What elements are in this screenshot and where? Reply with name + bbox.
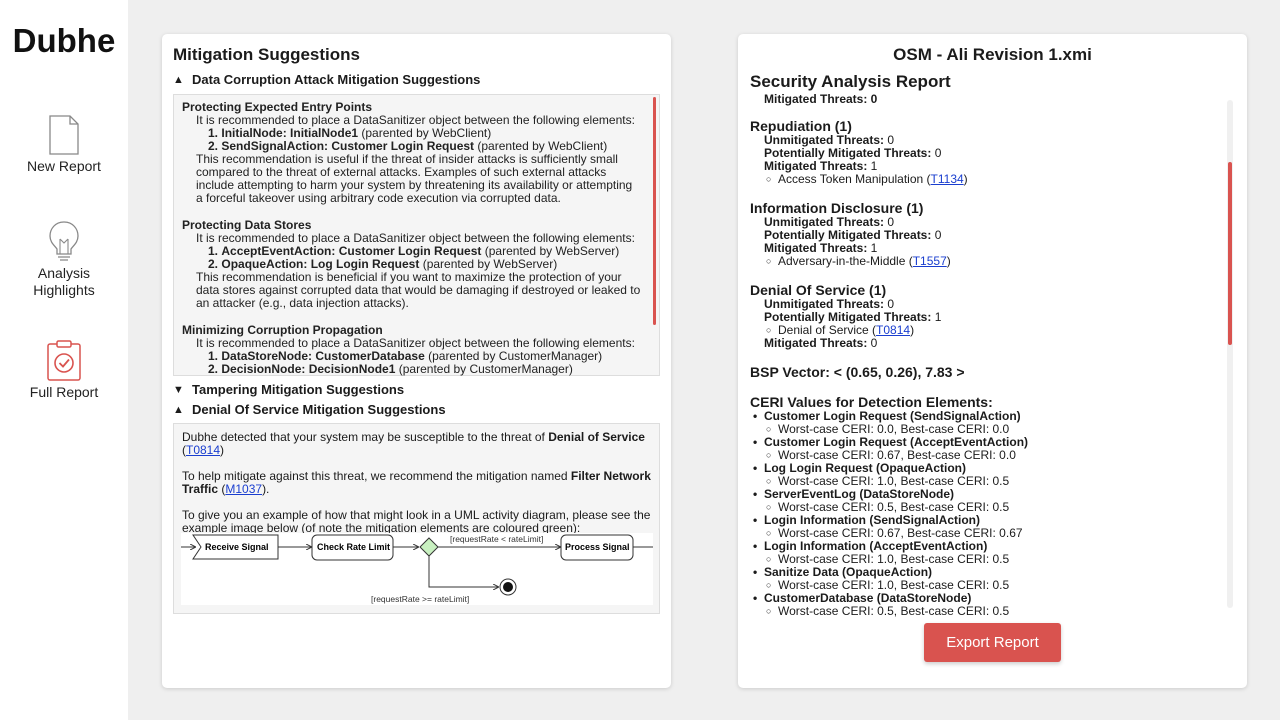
nav-new-report[interactable] [0, 114, 128, 175]
decision-node [420, 538, 438, 556]
threat-stat: Unmitigated Threats: 0 [764, 297, 895, 311]
ceri-element: • Customer Login Request (AcceptEventAction) [750, 436, 1220, 449]
nav-full-report[interactable] [0, 340, 128, 401]
recommendation-block [182, 218, 651, 310]
threat-stat: Unmitigated Threats: 0 [764, 133, 895, 147]
nav-analysis-highlights[interactable] [0, 219, 128, 299]
element-item: 1. AcceptEventAction: Customer Login Request (parented by WebServer) [208, 244, 620, 258]
mitigation-panel [162, 34, 671, 688]
threat-item: ○ Access Token Manipulation (T1134) [750, 173, 1220, 186]
export-report-button[interactable]: Export Report [924, 623, 1061, 662]
dos-example-text: To give you an example of how that might look in a UML activity diagram, please see the example image below (of note the mitigation elements are coloured green): [182, 508, 651, 535]
final-node-core [503, 582, 513, 592]
recommendation-note-line: include attempting to harm your system by threatening its availability or attempting [196, 178, 633, 192]
report-cut-line: Mitigated Threats: 0 [764, 92, 878, 106]
threat-stat: Mitigated Threats: 1 [764, 241, 878, 255]
nav-analysis-label-2: Highlights [33, 282, 95, 298]
document-icon [47, 114, 81, 156]
element-item: 2. OpaqueAction: Log Login Request (parented by WebServer) [208, 257, 558, 271]
element-item: 2. SendSignalAction: Customer Login Request (parented by WebClient) [208, 139, 608, 153]
threat-stat: Potentially Mitigated Threats: 1 [764, 310, 942, 324]
section-label: Denial Of Service Mitigation Suggestions [192, 402, 446, 417]
t0814-link[interactable]: T0814 [186, 443, 221, 457]
recommendation-intro: It is recommended to place a DataSanitizer object between the following elements: [196, 336, 635, 350]
threat-stat: Mitigated Threats: 1 [764, 159, 878, 173]
lightbulb-icon [47, 219, 81, 263]
scrollbar-thumb[interactable] [653, 97, 656, 325]
section-label: Tampering Mitigation Suggestions [192, 382, 405, 397]
report-file-name: OSM - Ali Revision 1.xmi [893, 45, 1092, 64]
bsp-vector: BSP Vector: < (0.65, 0.26), 7.83 > [750, 364, 965, 380]
section-data-corruption-toggle[interactable] [173, 72, 480, 87]
nav-new-report-label: New Report [27, 158, 101, 174]
element-item: 1. DataStoreNode: CustomerDatabase (parented by CustomerManager) [208, 349, 603, 363]
guard-fail-label: [requestRate >= rateLimit] [371, 594, 470, 604]
section-label: Data Corruption Attack Mitigation Suggestions [192, 72, 481, 87]
recommendation-note-line: a forceful takeover using arbitrary code execution via corrupted data. [196, 191, 561, 205]
recommendation-block [182, 100, 651, 205]
recommendation-note-line: This recommendation is useful if the threat of insider attacks is sufficiently small [196, 152, 618, 166]
t1134-link[interactable]: T1134 [930, 172, 964, 186]
recommendation-note-line: data stores against corrupted data that would be damaging if destroyed or leaked to [196, 283, 641, 297]
threat-heading-info-disclosure: Information Disclosure (1) [750, 200, 924, 216]
section-tampering-toggle[interactable] [173, 382, 404, 397]
ceri-values: ○ Worst-case CERI: 0.67, Best-case CERI: 0.67 [750, 527, 1220, 540]
check-rate-limit-label: Check Rate Limit [317, 542, 391, 552]
recommendation-note-line: an attacker (e.g., data injection attacks). [196, 296, 409, 310]
threat-stat: Mitigated Threats: 0 [764, 336, 878, 350]
recommendation-title: Protecting Expected Entry Points [182, 100, 373, 114]
recommendation-title: Minimizing Corruption Propagation [182, 323, 383, 337]
dos-recommend-text: To help mitigate against this threat, we recommend the mitigation named Filter Network Traffic (M1037). [182, 469, 651, 496]
element-item: 1. InitialNode: InitialNode1 (parented by WebClient) [208, 126, 492, 140]
report-subtitle: Security Analysis Report [750, 72, 951, 91]
report-scroll-area[interactable] [750, 92, 1230, 618]
expanded-triangle-icon: ▲ [173, 403, 184, 416]
ceri-values: ○ Worst-case CERI: 0.0, Best-case CERI: 0.0 [750, 423, 1220, 436]
recommendation-note-line: This recommendation is beneficial if you want to maximize the protection of your [196, 270, 622, 284]
threat-item: ○ Adversary-in-the-Middle (T1557) [750, 255, 1220, 268]
nav-analysis-label-1: Analysis [37, 265, 91, 281]
recommendation-intro: It is recommended to place a DataSanitizer object between the following elements: [196, 231, 635, 245]
process-signal-label: Process Signal [565, 542, 630, 552]
t0814-report-link[interactable]: T0814 [876, 323, 911, 337]
clipboard-check-icon [45, 340, 83, 382]
ceri-heading: CERI Values for Detection Elements: [750, 394, 993, 410]
report-panel [738, 34, 1247, 688]
recommendation-note-line: compared to the threat of external attacks. Examples of such external attacks [196, 165, 607, 179]
recommendation-title: Protecting Data Stores [182, 218, 312, 232]
expanded-triangle-icon: ▲ [173, 73, 184, 86]
element-item: 2. DecisionNode: DecisionNode1 (parented by CustomerManager) [208, 362, 573, 376]
t1557-link[interactable]: T1557 [912, 254, 947, 268]
ceri-element: • Login Information (AcceptEventAction) [750, 540, 1220, 553]
nav-full-report-label: Full Report [29, 384, 99, 400]
flow-arrow [429, 556, 498, 587]
threat-stat: Potentially Mitigated Threats: 0 [764, 228, 942, 242]
guard-ok-label: [requestRate < rateLimit] [450, 534, 544, 544]
ceri-element: • Login Information (SendSignalAction) [750, 514, 1220, 527]
dos-mitigation-box [173, 423, 660, 614]
data-corruption-scrollbox[interactable] [173, 94, 660, 376]
ceri-element: • Sanitize Data (OpaqueAction) [750, 566, 1220, 579]
sidebar [0, 0, 128, 720]
threat-stat: Potentially Mitigated Threats: 0 [764, 146, 942, 160]
ceri-values: ○ Worst-case CERI: 0.5, Best-case CERI: 0.5 [750, 605, 1220, 618]
threat-heading-dos: Denial Of Service (1) [750, 282, 887, 298]
section-dos-toggle[interactable] [173, 402, 446, 417]
collapsed-triangle-icon: ▼ [173, 383, 184, 396]
threat-stat: Unmitigated Threats: 0 [764, 215, 895, 229]
recommendation-block [182, 323, 651, 376]
m1037-link[interactable]: M1037 [225, 482, 263, 496]
ceri-element: • CustomerDatabase (DataStoreNode) [750, 592, 1220, 605]
ceri-element: • Customer Login Request (SendSignalAction) [750, 410, 1220, 423]
ceri-element: • Log Login Request (OpaqueAction) [750, 462, 1220, 475]
recommendation-intro: It is recommended to place a DataSanitizer object between the following elements: [196, 113, 635, 127]
ceri-values: ○ Worst-case CERI: 0.5, Best-case CERI: 0.5 [750, 501, 1220, 514]
app-brand: Dubhe [12, 22, 116, 59]
uml-activity-diagram [181, 533, 653, 605]
ceri-element: • ServerEventLog (DataStoreNode) [750, 488, 1220, 501]
threat-item: ○ Denial of Service (T0814) [750, 324, 1220, 337]
dos-detect-text: Dubhe detected that your system may be susceptible to the threat of Denial of Service (T0814) [182, 430, 645, 457]
report-scrollbar-thumb[interactable] [1228, 162, 1232, 345]
threat-heading-repudiation: Repudiation (1) [750, 118, 852, 134]
ceri-values: ○ Worst-case CERI: 1.0, Best-case CERI: 0.5 [750, 475, 1220, 488]
ceri-values: ○ Worst-case CERI: 1.0, Best-case CERI: 0.5 [750, 553, 1220, 566]
ceri-values: ○ Worst-case CERI: 1.0, Best-case CERI: 0.5 [750, 579, 1220, 592]
mitigation-title: Mitigation Suggestions [173, 45, 360, 64]
receive-signal-label: Receive Signal [205, 542, 269, 552]
ceri-values: ○ Worst-case CERI: 0.67, Best-case CERI: 0.0 [750, 449, 1220, 462]
